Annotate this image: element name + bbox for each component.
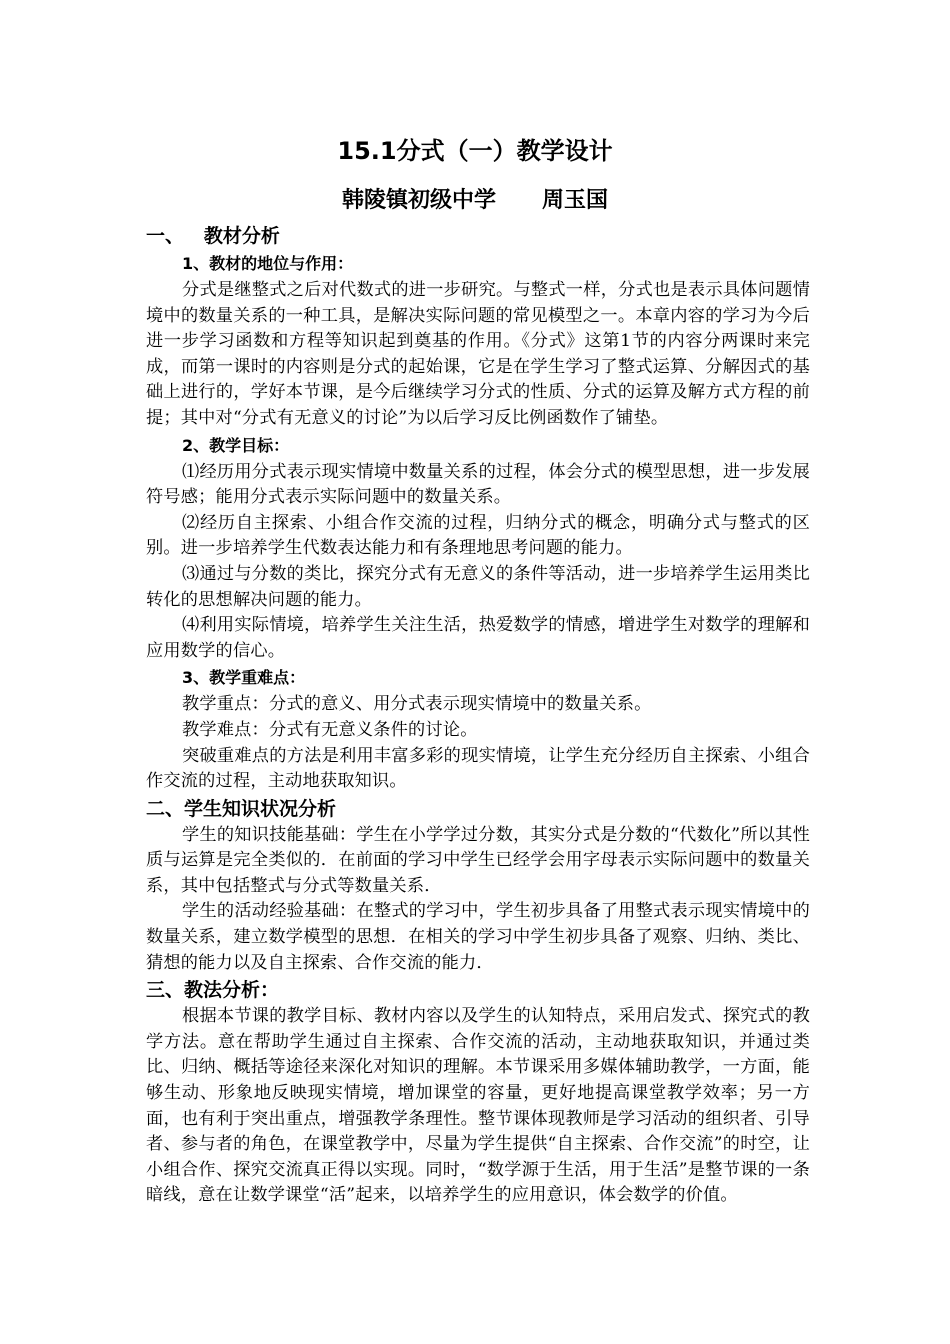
section-heading-1: 一、 教材分析 <box>146 225 280 247</box>
paragraph: 教学难点：分式有无意义条件的讨论。 <box>182 719 478 740</box>
paragraph: ⑴经历用分式表示现实情境中数量关系的过程，体会分式的模型思想，进一步发展符号感；能用分式表示实际问题中的数量关系。 <box>146 461 810 508</box>
page-title: 15.1分式（一）教学设计 <box>337 137 613 165</box>
subsection-heading-1-1: 1、教材的地位与作用： <box>182 254 354 273</box>
paragraph: 学生的活动经验基础：在整式的学习中，学生初步具备了用整式表示现实情境中的数量关系，建立数学模型的思想．在相关的学习中学生初步具备了观察、归纳、类比、猜想的能力以及自主探索、合作交流的能力． <box>146 901 810 973</box>
section-heading-2: 二、学生知识状况分析 <box>146 797 337 820</box>
paragraph: ⑶通过与分数的类比，探究分式有无意义的条件等活动，进一步培养学生运用类比转化的思想解决问题的能力。 <box>146 563 810 610</box>
author-line: 韩陵镇初级中学 周玉国 <box>342 188 608 213</box>
paragraph: 教学重点：分式的意义、用分式表示现实情境中的数量关系。 <box>182 694 652 715</box>
paragraph: ⑷利用实际情境，培养学生关注生活，热爱数学的情感，增进学生对数学的理解和应用数学的信心。 <box>146 615 810 661</box>
paragraph: 根据本节课的教学目标、教材内容以及学生的认知特点，采用启发式、探究式的教学方法。意在帮助学生通过自主探索、合作交流的活动，主动地获取知识，并通过类比、归纳、概括等途径来深化对知识的理解。本节课采用多媒体辅助教学，一方面，能够生动、形象地反映现实情境，增加课堂的容量，更好地提高课堂教学效率；另一方面，也有利于突出重点，增强教学条理性。整节课体现教师是学习活动的组织者、引导者、参与者的角色，在课堂教学中，尽量为学生提供“自主探索、合作交流”的时空，让小组合作、探究交流真正得以实现。同时，“数学源于生活，用于生活”是整节课的一条暗线，意在让数学课堂“活”起来，以培养学生的应用意识，体会数学的价值。 <box>146 1006 810 1206</box>
paragraph: ⑵经历自主探索、小组合作交流的过程，归纳分式的概念，明确分式与整式的区别。进一步培养学生代数表达能力和有条理地思考问题的能力。 <box>146 512 810 559</box>
subsection-heading-1-2: 2、教学目标： <box>182 435 290 455</box>
document-body <box>146 222 810 1209</box>
subsection-heading-1-3: 3、教学重难点： <box>182 668 306 688</box>
paragraph: 突破重难点的方法是利用丰富多彩的现实情境，让学生充分经历自主探索、小组合作交流的过程，主动地获取知识。 <box>146 745 810 792</box>
paragraph: 分式是继整式之后对代数式的进一步研究。与整式一样，分式也是表示具体问题情境中的数量关系的一种工具，是解决实际问题的常见模型之一。本章内容的学习为今后进一步学习函数和方程等知识起到奠基的作用。《分式》这第1节的内容分两课时来完成，而第一课时的内容则是分式的起始课，它是在学生学习了整式运算、分解因式的基础上进行的，学好本节课，是今后继续学习分式的性质、分式的运算及解方式方程的前提；其中对“分式有无意义的讨论”为以后学习反比例函数作了铺垫。 <box>146 280 810 428</box>
section-heading-3: 三、教法分析： <box>146 979 280 1002</box>
paragraph: 学生的知识技能基础：学生在小学学过分数，其实分式是分数的“代数化”所以其性质与运算是完全类似的．在前面的学习中学生已经学会用字母表示实际问题中的数量关系，其中包括整式与分式等数量关系． <box>146 824 810 896</box>
